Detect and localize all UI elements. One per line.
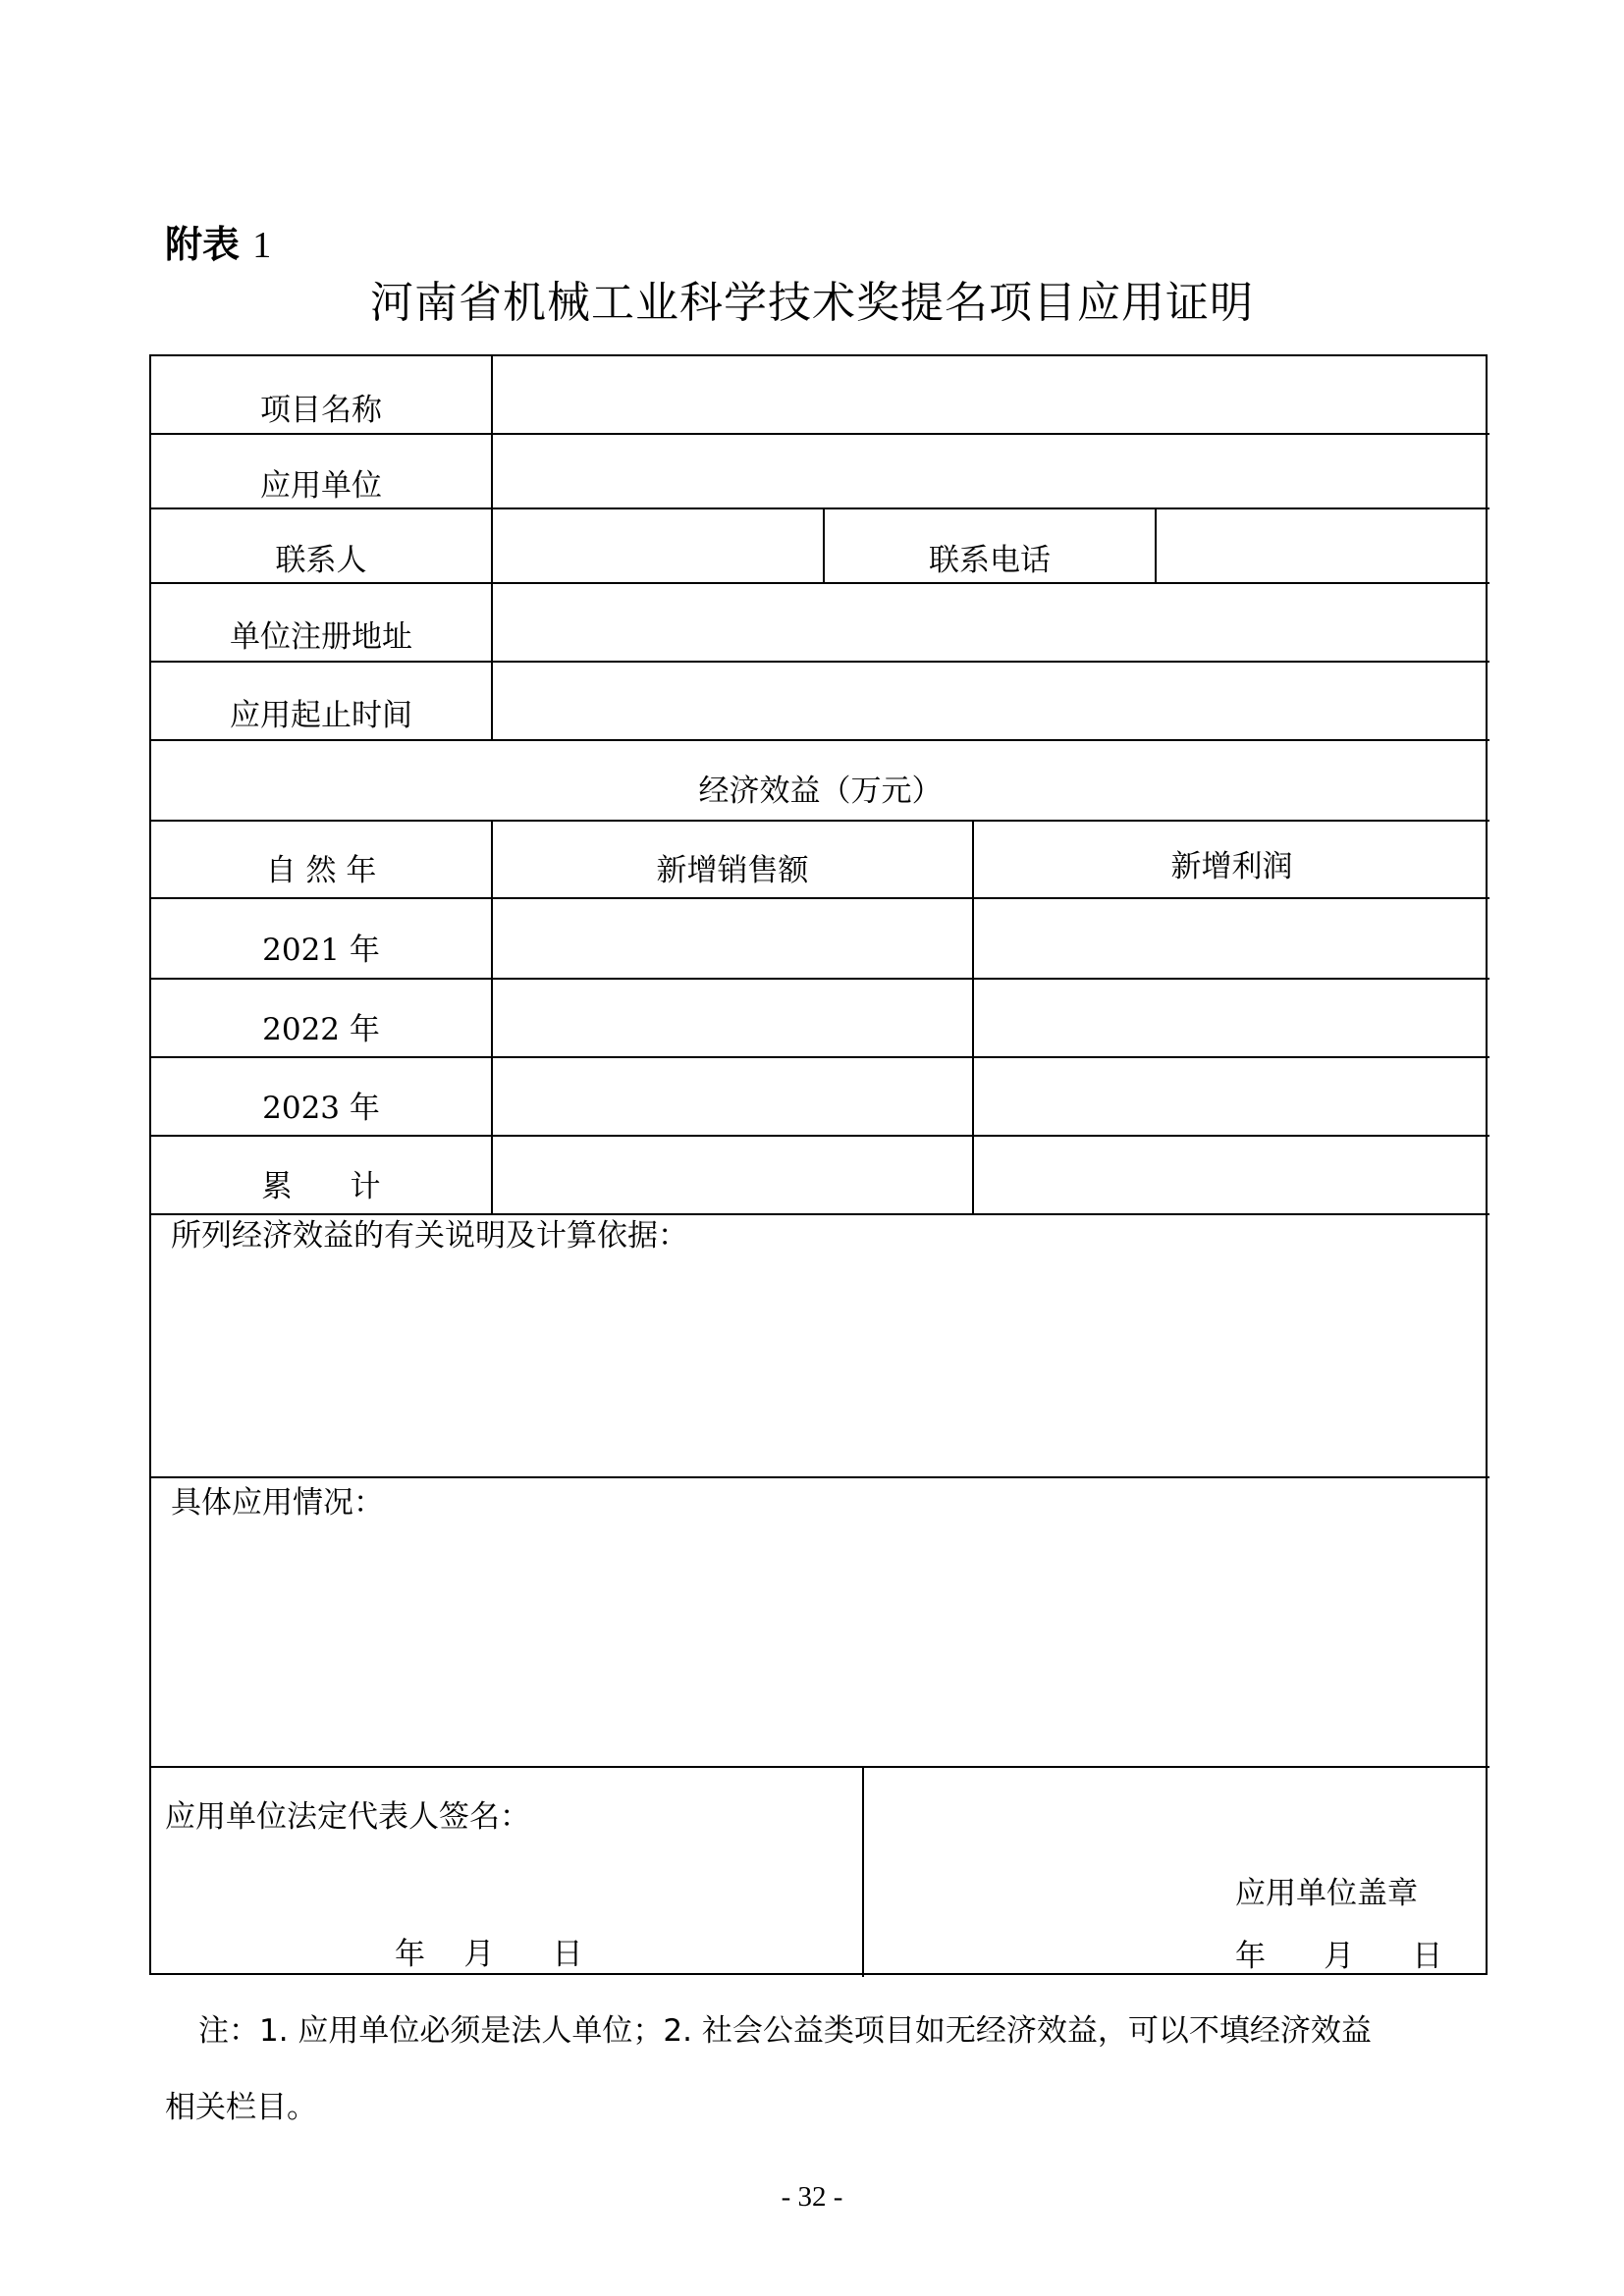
applying-unit-label: 应用单位 [260, 467, 382, 504]
seal-date-label: 年 月 日 [1235, 1939, 1443, 1974]
document-title: 河南省机械工业科学技术奖提名项目应用证明 [370, 278, 1254, 328]
registered-address-label: 单位注册地址 [230, 618, 412, 655]
footnote [165, 1993, 1490, 2146]
project-name-label: 项目名称 [260, 392, 382, 428]
year-row-2023: 2023 年 [262, 1090, 380, 1126]
footnote-line-1: 注：1. 应用单位必须是法人单位；2. 社会公益类项目如无经济效益，可以不填经济效益 [198, 2013, 1372, 2049]
annex-number: 1 [252, 225, 272, 266]
page-number: - 32 - [781, 2181, 843, 2213]
registered-address-field[interactable] [493, 584, 1487, 661]
project-name-field[interactable] [493, 358, 1487, 433]
contact-phone-label: 联系电话 [929, 542, 1051, 578]
column-header-year: 自 然 年 [265, 853, 377, 888]
column-header-new-sales: 新增销售额 [656, 853, 809, 888]
new-sales-2021-field[interactable] [493, 899, 972, 978]
annex-label [165, 214, 271, 268]
new-profit-2022-field[interactable] [974, 980, 1487, 1056]
unit-seal-label: 应用单位盖章 [1235, 1876, 1418, 1911]
column-header-new-profit: 新增利润 [1170, 849, 1293, 884]
column-divider [862, 1766, 864, 1977]
total-sales-field[interactable] [493, 1137, 972, 1213]
new-sales-2022-field[interactable] [493, 980, 972, 1056]
application-period-label: 应用起止时间 [230, 697, 412, 733]
new-profit-2023-field[interactable] [974, 1058, 1487, 1135]
explanation-label: 所列经济效益的有关说明及计算依据： [171, 1218, 688, 1254]
contact-person-label: 联系人 [275, 542, 367, 578]
applying-unit-field[interactable] [493, 435, 1487, 507]
total-profit-field[interactable] [974, 1137, 1487, 1213]
economic-benefit-header: 经济效益（万元） [698, 773, 943, 809]
legal-rep-signature-label: 应用单位法定代表人签名： [165, 1799, 530, 1835]
contact-person-field[interactable] [493, 509, 823, 582]
year-row-2021: 2021 年 [262, 932, 380, 968]
application-certificate-form [149, 354, 1488, 1975]
explanation-field[interactable] [153, 1259, 1488, 1473]
total-label: 累 计 [261, 1168, 381, 1204]
application-status-field[interactable] [153, 1526, 1488, 1764]
footnote-line-2: 相关栏目。 [165, 2090, 317, 2125]
annex-label-text: 附表 [165, 223, 241, 266]
application-status-label: 具体应用情况： [171, 1485, 384, 1521]
year-row-2022: 2022 年 [262, 1011, 380, 1047]
new-profit-2021-field[interactable] [974, 899, 1487, 978]
signature-date-label: 年 月 日 [395, 1937, 583, 1972]
new-sales-2023-field[interactable] [493, 1058, 972, 1135]
row-divider [151, 1766, 1489, 1768]
application-period-field[interactable] [493, 663, 1487, 739]
contact-phone-field[interactable] [1157, 509, 1487, 582]
